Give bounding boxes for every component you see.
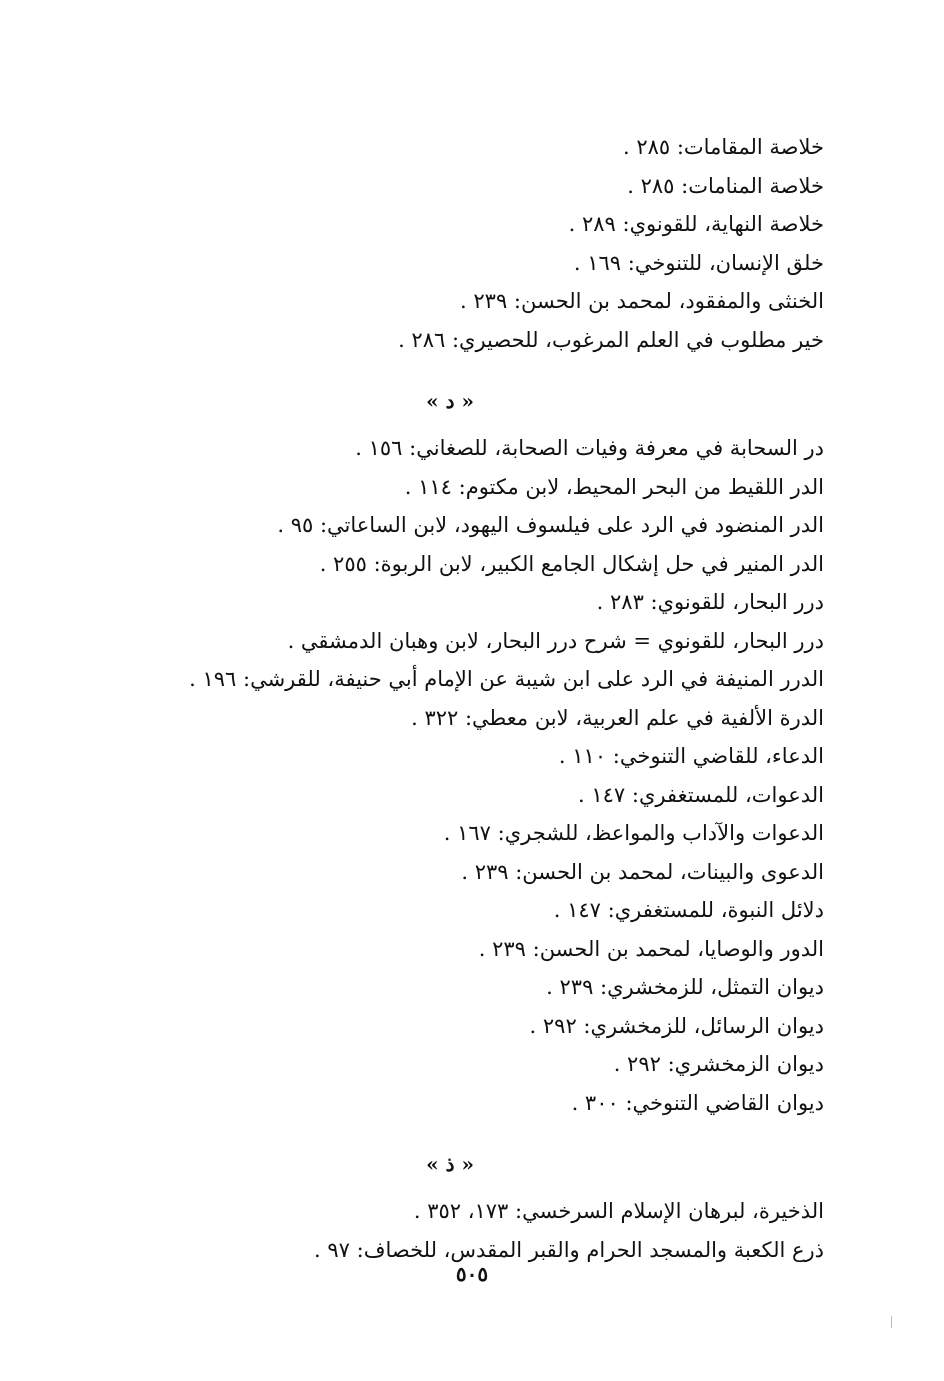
index-entry: الدعوات، للمستغفري: ١٤٧ .	[578, 782, 824, 807]
margin-mark	[891, 1316, 892, 1328]
index-entry: خلاصة المقامات: ٢٨٥ .	[622, 135, 824, 159]
index-entry: خلاصة المنامات: ٢٨٥ .	[627, 173, 824, 198]
index-entry: خلاصة النهاية، للقونوي: ٢٨٩ .	[568, 212, 824, 236]
index-entry: الدرر المنيفة في الرد على ابن شيبة عن الإمام أبي حنيفة، للقرشي: ١٩٦ .	[189, 667, 824, 691]
page-number: ٥٠٥	[455, 1262, 489, 1286]
section-spacer	[104, 359, 824, 373]
index-entry: ديوان التمثل، للزمخشري: ٢٣٩ .	[546, 975, 824, 999]
index-entry: الدر المنير في حل إشكال الجامع الكبير، لابن الربوة: ٢٥٥ .	[319, 551, 824, 576]
index-entry: ديوان القاضي التنوخي: ٣٠٠ .	[571, 1090, 824, 1115]
index-entry: ديوان الرسائل، للزمخشري: ٢٩٢ .	[529, 1013, 824, 1038]
section-heading-dal: « د »	[426, 389, 474, 413]
index-entry: الدعاء، للقاضي التنوخي: ١١٠ .	[558, 744, 824, 768]
index-entry: خير مطلوب في العلم المرغوب، للحصيري: ٢٨٦ .	[398, 327, 824, 352]
section-spacer	[104, 1122, 824, 1136]
index-entry: الدرة الألفية في علم العربية، لابن معطي: ٣٢٢ .	[411, 705, 824, 730]
index-entry: الدعوى والبينات، لمحمد بن الحسن: ٢٣٩ .	[461, 859, 824, 884]
index-entry: درر البحار، للقونوي = شرح درر البحار، لابن وهبان الدمشقي .	[287, 628, 824, 653]
index-entry: خلق الإنسان، للتنوخي: ١٦٩ .	[573, 250, 824, 275]
index-entry: الذخيرة، لبرهان الإسلام السرخسي: ١٧٣، ٣٥٢ .	[413, 1199, 824, 1223]
index-entry: در السحابة في معرفة وفيات الصحابة، للصغاني: ١٥٦ .	[355, 436, 824, 460]
index-entry: الدر المنضود في الرد على فيلسوف اليهود، لابن الساعاتي: ٩٥ .	[277, 513, 824, 537]
index-entry: ديوان الزمخشري: ٢٩٢ .	[613, 1052, 824, 1076]
section-dal	[104, 429, 824, 1122]
index-entry: دلائل النبوة، للمستغفري: ١٤٧ .	[553, 898, 824, 922]
index-entry: الدر اللقيط من البحر المحيط، لابن مكتوم: ١١٤ .	[404, 474, 824, 499]
index-entry: درر البحار، للقونوي: ٢٨٣ .	[596, 590, 824, 614]
index-entries	[104, 128, 824, 1269]
index-entry: الدور والوصايا، لمحمد بن الحسن: ٢٣٩ .	[478, 936, 824, 961]
index-entry: ذرع الكعبة والمسجد الحرام والقبر المقدس، للخصاف: ٩٧ .	[314, 1237, 824, 1262]
index-entry: الخنثى والمفقود، لمحمد بن الحسن: ٢٣٩ .	[460, 289, 824, 313]
index-entry: الدعوات والآداب والمواعظ، للشجري: ١٦٧ .	[443, 821, 824, 845]
section-dhal	[104, 1192, 824, 1269]
section-heading-dhal: « ذ »	[426, 1152, 474, 1176]
section-kha	[104, 128, 824, 359]
